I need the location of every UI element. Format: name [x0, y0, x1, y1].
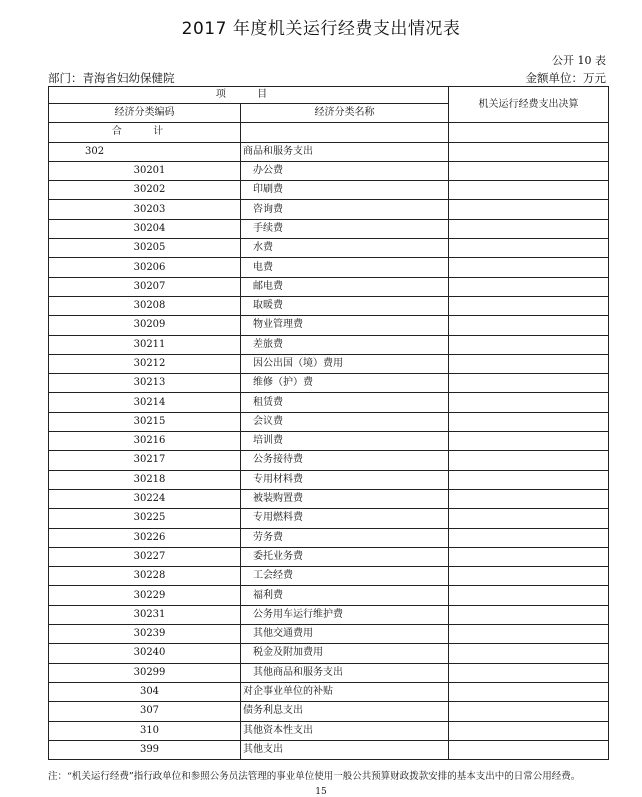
amount-cell: [449, 451, 609, 470]
amount-cell: [449, 470, 609, 489]
economic-code-cell: 304: [49, 682, 241, 701]
economic-name-cell: 水费: [241, 239, 449, 258]
amount-cell: [449, 142, 609, 161]
economic-code-cell: 30201: [49, 161, 241, 180]
amount-cell: [449, 702, 609, 721]
economic-name-cell: 其他交通费用: [241, 625, 449, 644]
economic-name-cell: 其他支出: [241, 740, 449, 759]
amount-cell: [449, 644, 609, 663]
economic-name-cell: 维修（护）费: [241, 374, 449, 393]
economic-name-cell: 差旅费: [241, 335, 449, 354]
economic-code-cell: 30231: [49, 605, 241, 624]
economic-name-cell: 被装购置费: [241, 489, 449, 508]
table-row: [49, 644, 609, 663]
economic-code-cell: 302: [49, 142, 241, 161]
amount-cell: [449, 489, 609, 508]
amount-cell: [449, 567, 609, 586]
economic-name-cell: 福利费: [241, 586, 449, 605]
item-header: 项 目: [49, 87, 449, 104]
table-row: [49, 277, 609, 296]
economic-code-cell: 30212: [49, 354, 241, 373]
expenditure-table: [48, 86, 609, 760]
table-row: [49, 682, 609, 701]
economic-code-cell: 30224: [49, 489, 241, 508]
economic-name-cell: 其他资本性支出: [241, 721, 449, 740]
amount-cell: [449, 239, 609, 258]
economic-code-cell: 307: [49, 702, 241, 721]
table-row: [49, 412, 609, 431]
table-row: [49, 451, 609, 470]
table-row: [49, 470, 609, 489]
economic-name-cell: 债务利息支出: [241, 702, 449, 721]
table-row: [49, 509, 609, 528]
economic-code-cell: 30215: [49, 412, 241, 431]
economic-code-cell: 30226: [49, 528, 241, 547]
economic-name-cell: 专用材料费: [241, 470, 449, 489]
economic-code-cell: 30229: [49, 586, 241, 605]
table-row: [49, 219, 609, 238]
economic-code-cell: 30207: [49, 277, 241, 296]
amount-cell: [449, 663, 609, 682]
table-row: [49, 702, 609, 721]
footnote: 注：“机关运行经费”指行政单位和参照公务员法管理的事业单位使用一般公共预算财政拨款安排的基本支出中的日常公用经费。: [48, 771, 581, 782]
economic-name-cell: 会议费: [241, 412, 449, 431]
amount-cell: [449, 258, 609, 277]
table-row: [49, 489, 609, 508]
amount-cell: [449, 200, 609, 219]
table-row: [49, 142, 609, 161]
economic-name-cell: 咨询费: [241, 200, 449, 219]
page-number: 15: [315, 787, 327, 797]
economic-code-cell: 30208: [49, 296, 241, 315]
economic-code-cell: 30216: [49, 432, 241, 451]
table-row: [49, 721, 609, 740]
total-name-cell: [241, 123, 449, 142]
table-row: [49, 605, 609, 624]
name-column-header: 经济分类名称: [241, 104, 449, 123]
amount-cell: [449, 586, 609, 605]
amount-cell: [449, 528, 609, 547]
table-row: [49, 239, 609, 258]
amount-cell: [449, 296, 609, 315]
amount-cell: [449, 412, 609, 431]
amount-cell: [449, 509, 609, 528]
table-row: [49, 335, 609, 354]
economic-name-cell: 委托业务费: [241, 547, 449, 566]
table-row: [49, 374, 609, 393]
economic-code-cell: 310: [49, 721, 241, 740]
page-title: 2017 年度机关运行经费支出情况表: [181, 19, 461, 39]
form-number: 公开 10 表: [552, 54, 606, 67]
economic-name-cell: 办公费: [241, 161, 449, 180]
economic-code-cell: 30228: [49, 567, 241, 586]
economic-name-cell: 劳务费: [241, 528, 449, 547]
final-account-header: 机关运行经费支出决算: [449, 87, 609, 123]
economic-code-cell: 399: [49, 740, 241, 759]
amount-cell: [449, 625, 609, 644]
table-row: [49, 432, 609, 451]
amount-cell: [449, 605, 609, 624]
table-row: [49, 200, 609, 219]
amount-cell: [449, 219, 609, 238]
amount-cell: [449, 740, 609, 759]
table-row: [49, 625, 609, 644]
table-row: [49, 393, 609, 412]
amount-cell: [449, 682, 609, 701]
amount-unit-label: 金额单位：万元: [525, 71, 606, 85]
table-row: [49, 528, 609, 547]
table-row: [49, 567, 609, 586]
economic-code-cell: 30202: [49, 181, 241, 200]
economic-name-cell: 租赁费: [241, 393, 449, 412]
economic-name-cell: 因公出国（境）费用: [241, 354, 449, 373]
department-label: 部门：青海省妇幼保健院: [48, 71, 175, 85]
economic-name-cell: 邮电费: [241, 277, 449, 296]
economic-name-cell: 工会经费: [241, 567, 449, 586]
economic-code-cell: 30218: [49, 470, 241, 489]
economic-code-cell: 30225: [49, 509, 241, 528]
economic-name-cell: 培训费: [241, 432, 449, 451]
economic-name-cell: 手续费: [241, 219, 449, 238]
economic-code-cell: 30203: [49, 200, 241, 219]
table-row: [49, 316, 609, 335]
table-row: [49, 181, 609, 200]
table-row: [49, 258, 609, 277]
table-row: [49, 547, 609, 566]
economic-code-cell: 30217: [49, 451, 241, 470]
economic-name-cell: 印刷费: [241, 181, 449, 200]
economic-code-cell: 30214: [49, 393, 241, 412]
economic-name-cell: 公务接待费: [241, 451, 449, 470]
table-row: [49, 740, 609, 759]
amount-cell: [449, 547, 609, 566]
table-row: [49, 161, 609, 180]
economic-name-cell: 专用燃料费: [241, 509, 449, 528]
economic-name-cell: 电费: [241, 258, 449, 277]
header-row: [49, 87, 609, 104]
economic-code-cell: 30204: [49, 219, 241, 238]
economic-code-cell: 30205: [49, 239, 241, 258]
total-amount-cell: [449, 123, 609, 142]
economic-name-cell: 物业管理费: [241, 316, 449, 335]
table-row: [49, 296, 609, 315]
amount-cell: [449, 335, 609, 354]
amount-cell: [449, 316, 609, 335]
amount-cell: [449, 181, 609, 200]
economic-name-cell: 其他商品和服务支出: [241, 663, 449, 682]
code-column-header: 经济分类编码: [49, 104, 241, 123]
economic-code-cell: 30239: [49, 625, 241, 644]
economic-code-cell: 30299: [49, 663, 241, 682]
amount-cell: [449, 721, 609, 740]
economic-name-cell: 取暖费: [241, 296, 449, 315]
economic-code-cell: 30209: [49, 316, 241, 335]
table-row: [49, 586, 609, 605]
amount-cell: [449, 432, 609, 451]
economic-name-cell: 税金及附加费用: [241, 644, 449, 663]
table-row: [49, 663, 609, 682]
economic-name-cell: 公务用车运行维护费: [241, 605, 449, 624]
economic-code-cell: 30213: [49, 374, 241, 393]
amount-cell: [449, 354, 609, 373]
table-row: [49, 354, 609, 373]
amount-cell: [449, 374, 609, 393]
economic-code-cell: 30206: [49, 258, 241, 277]
amount-cell: [449, 161, 609, 180]
economic-code-cell: 30240: [49, 644, 241, 663]
economic-name-cell: 对企事业单位的补贴: [241, 682, 449, 701]
amount-cell: [449, 277, 609, 296]
economic-name-cell: 商品和服务支出: [241, 142, 449, 161]
amount-cell: [449, 393, 609, 412]
total-label: 合 计: [49, 123, 241, 142]
economic-code-cell: 30211: [49, 335, 241, 354]
economic-code-cell: 30227: [49, 547, 241, 566]
total-row: [49, 123, 609, 142]
